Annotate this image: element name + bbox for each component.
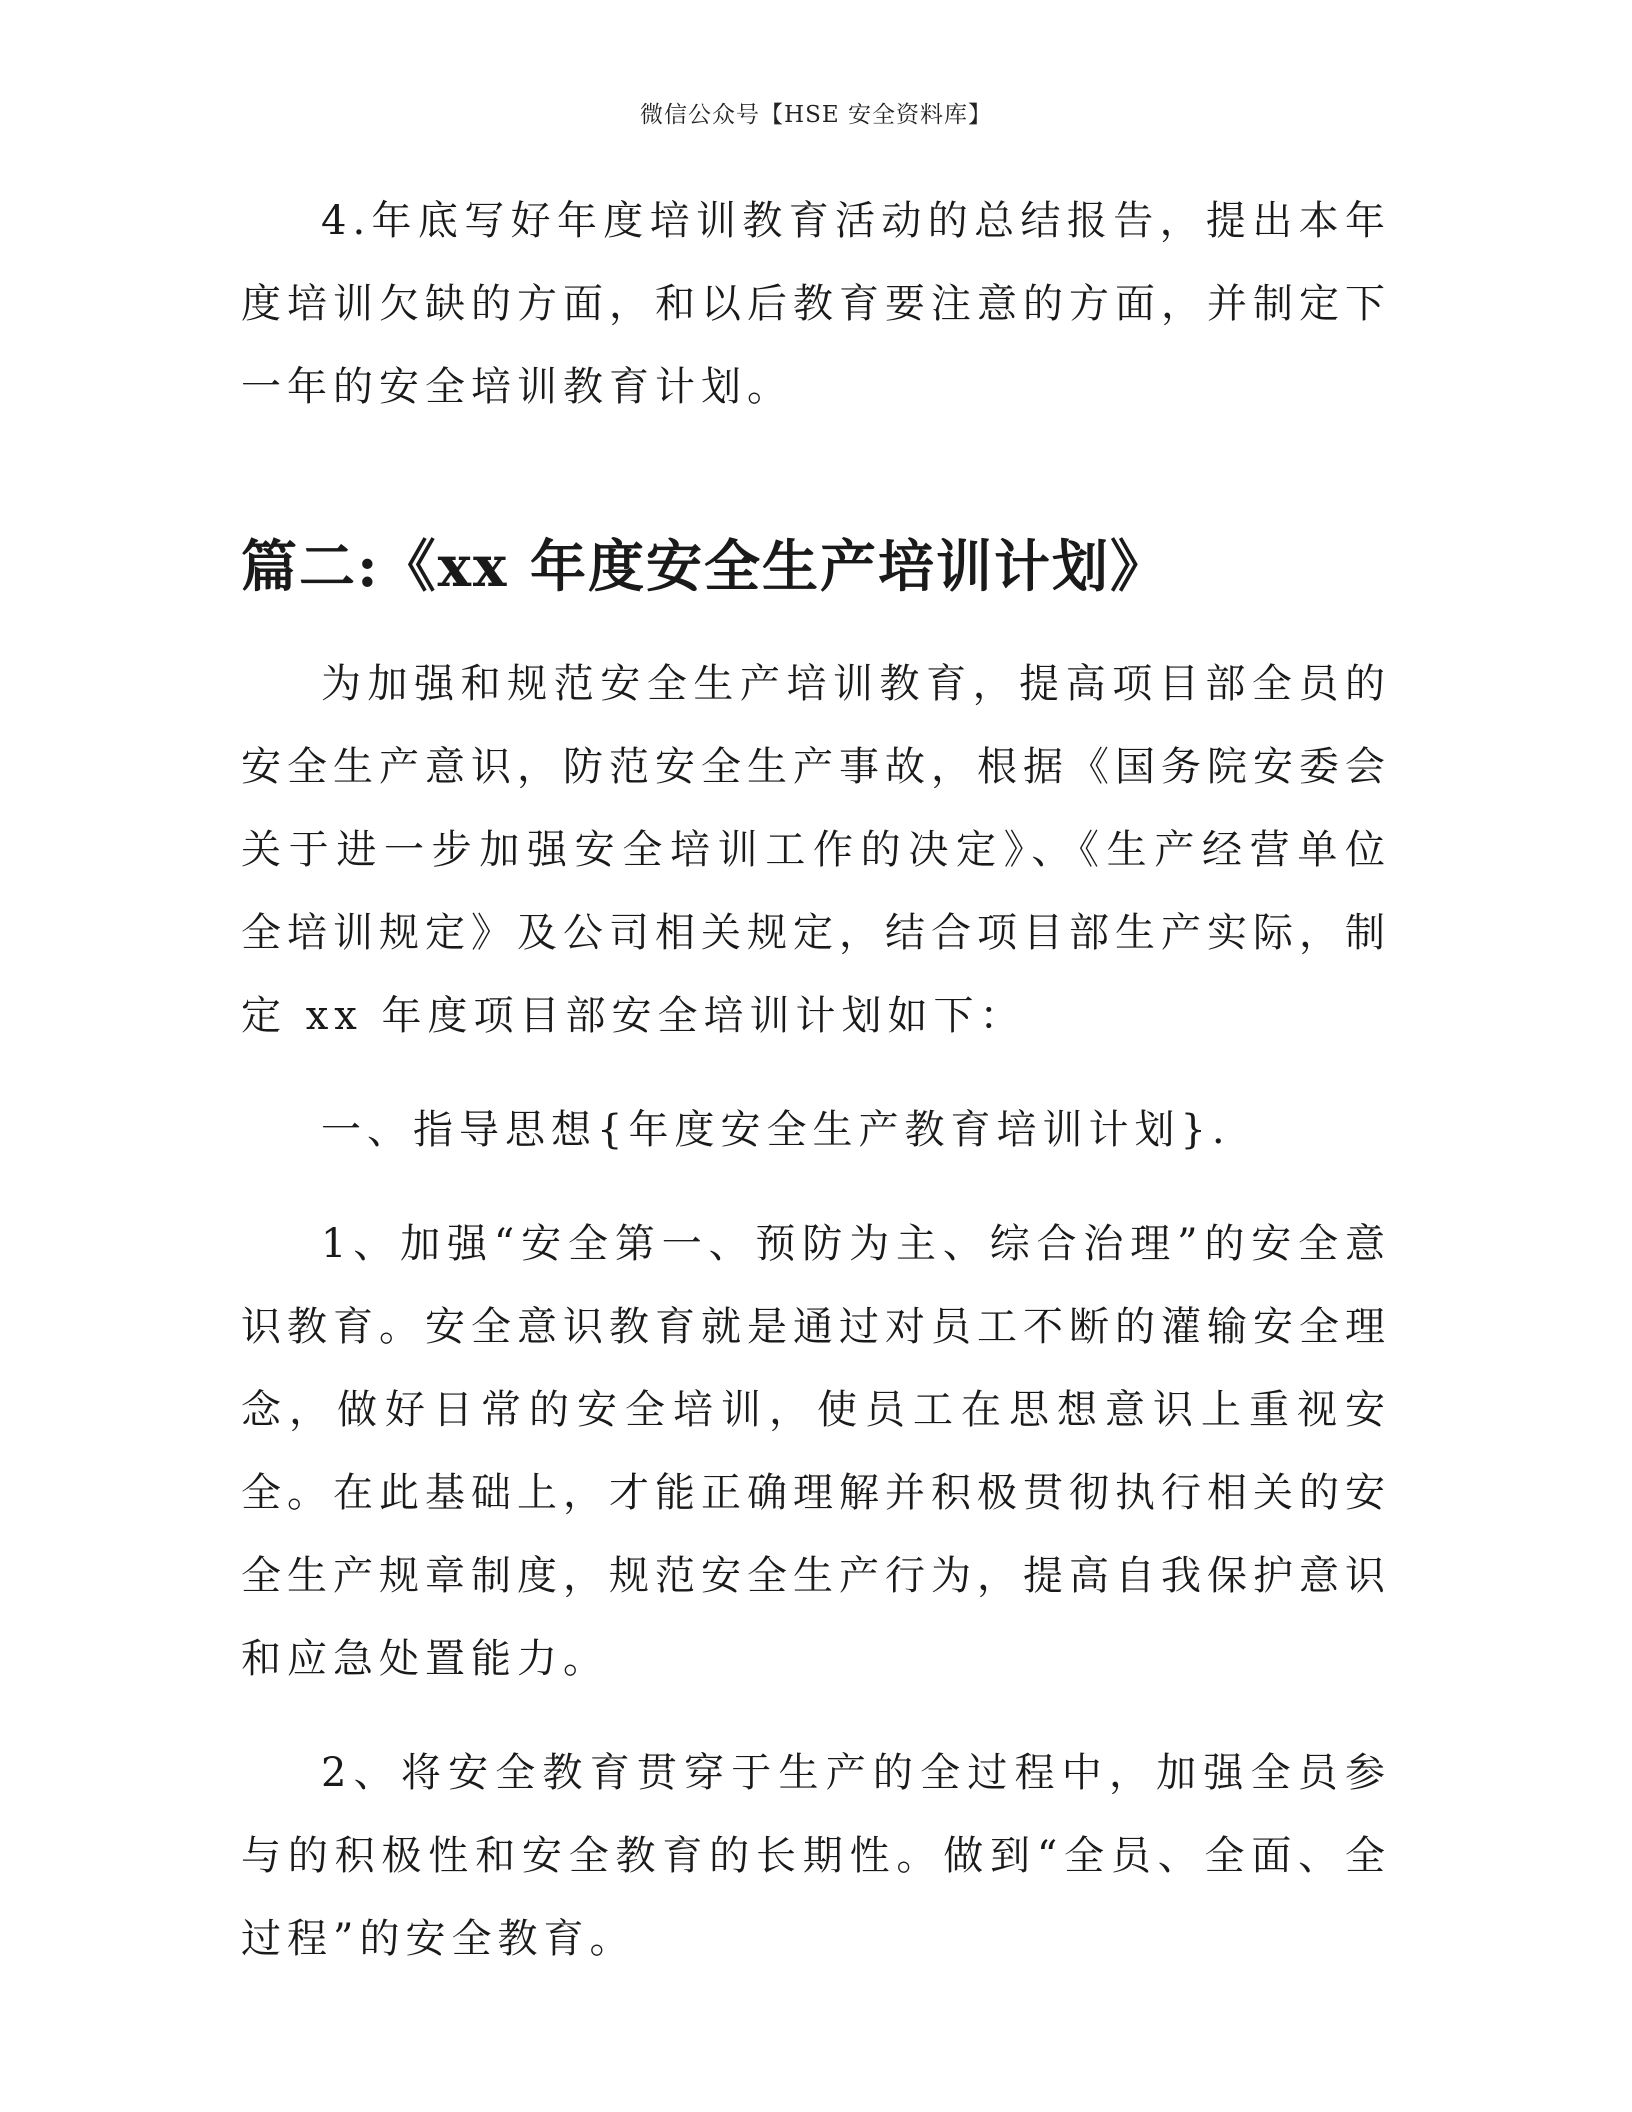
page-header: 微信公众号【HSE 安全资料库】	[640, 102, 992, 128]
paragraph-item-1: 1、加强“安全第一、预防为主、综合治理”的安全意识教育。安全意识教育就是通过对员工不断的灌输安全理念，做好日常的安全培训，使员工在思想意识上重视安全。在此基础上，才能正确理解并积极贯彻执行相关的安全生产规章制度，规范安全生产行为，提高自我保护意识和应急处置能力。	[241, 1221, 1391, 1682]
document-body	[241, 180, 1391, 1981]
paragraph-item-2: 2、将安全教育贯穿于生产的全过程中，加强全员参与的积极性和安全教育的长期性。做到“全员、全面、全过程”的安全教育。	[241, 1750, 1391, 1962]
paragraph-year-end-summary: 4.年底写好年度培训教育活动的总结报告，提出本年度培训欠缺的方面，和以后教育要注意的方面，并制定下一年的安全培训教育计划。	[241, 198, 1391, 410]
paragraph-intro: 为加强和规范安全生产培训教育，提高项目部全员的安全生产意识，防范安全生产事故，根据《国务院安委会关于进一步加强安全培训工作的决定》、《生产经营单位全培训规定》及公司相关规定，结合项目部生产实际，制定 xx 年度项目部安全培训计划如下：	[241, 661, 1391, 1039]
section-heading: 篇二:《xx 年度安全生产培训计划》	[241, 534, 1168, 600]
paragraph-guiding-ideology: 一、指导思想{年度安全生产教育培训计划}.	[321, 1107, 1231, 1153]
